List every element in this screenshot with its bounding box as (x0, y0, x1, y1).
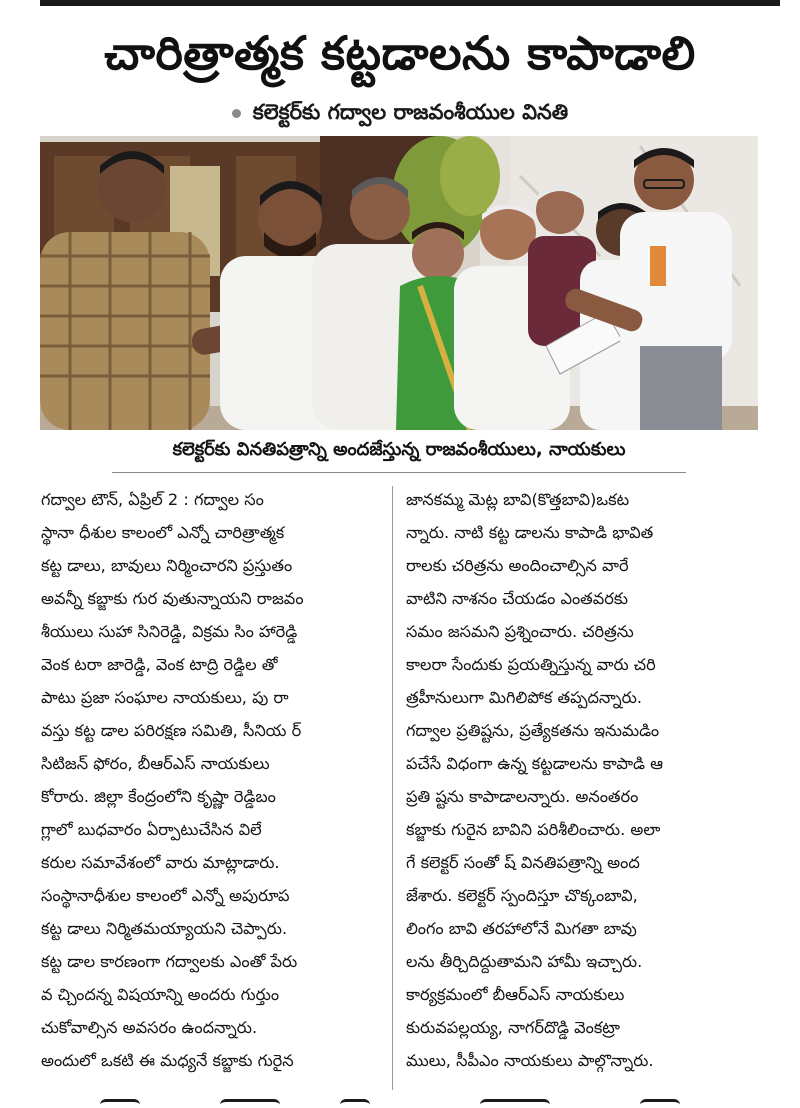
article-text-line: స్థానా ధీశుల కాలంలో ఎన్నో చారిత్రాత్మక (41, 523, 285, 542)
article-text-line: కబ్జాకు గురైన బావిని పరిశీలించారు. అలా (406, 820, 661, 839)
article-text-line: రాలకు చరిత్రను అందించాల్సిన వారే (406, 556, 629, 575)
article-text-line: వెంక టరా జారెడ్డి, వెంక టాద్రి రెడ్డిల తో (41, 655, 278, 674)
article-text-line: గ్లాలో బుధవారం ఏర్పాటుచేసిన విలే (41, 820, 262, 839)
bullet-dot-icon (232, 109, 241, 118)
article-text-line: కాలరా సేందుకు ప్రయత్నిస్తున్న వారు చరి (406, 655, 656, 674)
top-border-rule (40, 0, 780, 6)
article-text-line: గే కలెక్టర్ సంతో ష్ వినతిపత్రాన్ని అంద (406, 853, 640, 872)
article-text-line: లింగం బావి తరహాలోనే మిగతా బావు (406, 919, 637, 938)
article-headline: చారిత్రాత్మక కట్టడాలను కాపాడాలి (104, 26, 696, 80)
article-text-line: కట్ట డాలు, బావులు నిర్మించారని ప్రస్తుతం (41, 556, 293, 575)
article-text-line: సమం జసమని ప్రశ్నించారు. చరిత్రను (406, 622, 634, 641)
article-text-line: త్రహీనులుగా మిగిలిపోక తప్పదన్నారు. (406, 688, 643, 707)
article-text-line: శీయులు సుహా సినిరెడ్డి, విక్రమ సిం హారెడ్డి (41, 622, 298, 641)
article-text-line: పాటు ప్రజా సంఘాల నాయకులు, పు రా (41, 688, 289, 707)
article-text-line: గద్వాల టౌన్, ఏప్రిల్ 2 : గద్వాల సం (41, 490, 264, 509)
column-divider (392, 486, 393, 1090)
news-photo-illustration (40, 136, 758, 430)
news-photo (40, 136, 758, 430)
article-text-line: న్నారు. నాటి కట్ట డాలను కాపాడి భావిత (406, 523, 654, 542)
article-text-line: అందులో ఒకటి ఈ మధ్యనే కబ్జాకు గురైన (41, 1051, 294, 1070)
article-text-line: గద్వాల ప్రతిష్టను, ప్రత్యేకతను ఇనుమడిం (406, 721, 660, 740)
article-text-line: సిటిజన్ ఫోరం, బీఆర్ఎస్ నాయకులు (41, 754, 270, 773)
article-text-line: కోరారు. జిల్లా కేంద్రంలోని కృష్ణా రెడ్డిబం (41, 787, 276, 806)
article-text-line: కార్యక్రమంలో బీఆర్ఎస్ నాయకులు (406, 985, 625, 1004)
next-article-cutoff (40, 1097, 780, 1108)
article-text-line: వ చ్చిందన్న విషయాన్ని అందరు గుర్తుం (41, 985, 280, 1004)
article-text-line: పచేసే విధంగా ఉన్న కట్టడాలను కాపాడి ఆ (406, 754, 664, 773)
article-text-line: లను తీర్చిదిద్దుతామని హామీ ఇచ్చారు. (406, 952, 643, 971)
caption-underline (112, 472, 686, 473)
article-text-line: జానకమ్మ మెట్ల బావి(కొత్తబావి)ఒకట (406, 490, 630, 509)
article-text-line: అవన్నీ కబ్జాకు గుర వుతున్నాయని రాజవం (41, 589, 304, 608)
article-subheadline (0, 95, 800, 129)
article-text-line: కురువపల్లయ్య, నాగర్‌దొడ్డి వెంకట్రా (406, 1018, 620, 1037)
article-text-line: చుకోవాల్సిన అవసరం ఉందన్నారు. (41, 1018, 258, 1037)
article-text-line: ములు, సీపీఎం నాయకులు పాల్గొన్నారు. (406, 1051, 654, 1070)
article-text-line: కట్ట డాల కారణంగా గద్వాలకు ఎంతో పేరు (41, 952, 298, 971)
photo-caption: కలెక్టర్‌కు వినతిపత్రాన్ని అందజేస్తున్న రాజవంశీయులు, నాయకులు (172, 439, 626, 460)
article-text-line: వాటిని నాశనం చేయడం ఎంతవరకు (406, 589, 628, 608)
article-text-line: కరుల సమావేశంలో వారు మాట్లాడారు. (41, 853, 280, 872)
article-text-line: వస్తు కట్ట డాల పరిరక్షణ సమితి, సీనియ ర్ (41, 721, 302, 740)
article-text-line: ప్రతి ష్టను కాపాడాలన్నారు. అనంతరం (406, 787, 639, 806)
article-text-line: సంస్థానాధీశుల కాలంలో ఎన్నో అపురూప (41, 886, 290, 905)
article-text-line: జేశారు. కలెక్టర్ స్పందిస్తూ చొక్కంబావి, (406, 886, 638, 905)
article-column-right (406, 483, 756, 1077)
article-column-left (41, 483, 391, 1077)
article-text-line: కట్ట డాలు నిర్మితమయ్యాయని చెప్పారు. (41, 919, 288, 938)
subheadline-text: కలెక్టర్‌కు గద్వాల రాజవంశీయుల వినతి (252, 100, 569, 124)
